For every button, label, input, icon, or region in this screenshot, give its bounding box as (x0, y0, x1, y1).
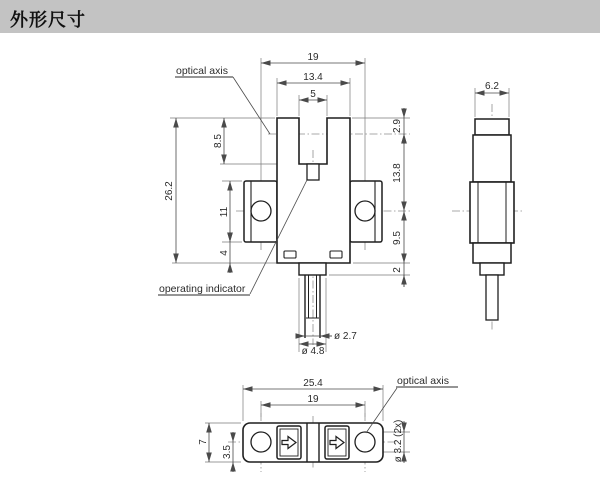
front-cable-bushing (299, 263, 326, 275)
front-view (158, 52, 410, 357)
dim-overall-height: 26.2 (164, 181, 175, 201)
bottom-body-outline (243, 423, 383, 462)
dim-fork-width: 13.4 (303, 72, 323, 83)
dim-hole-dia: ø 3.2 (2x) (393, 419, 404, 463)
dim-axis-offset: 3.5 (222, 445, 233, 459)
side-cable (486, 275, 498, 320)
dim-ear-to-bottom: 4 (219, 250, 230, 256)
side-view (452, 81, 524, 330)
dim-top-to-axis: 2.9 (392, 119, 403, 133)
dim-cable-dia: ø 2.7 (334, 331, 357, 342)
side-extension-lines (475, 88, 509, 117)
dim-overall-width: 19 (307, 52, 319, 63)
operating-indicator-window (307, 164, 319, 180)
dim-ear-height: 11 (219, 206, 230, 218)
optical-axis-label: optical axis (176, 65, 228, 77)
side-upper-body (473, 135, 511, 182)
operating-indicator-label: operating indicator (159, 283, 246, 295)
front-body-outline (277, 118, 350, 263)
dim-depth: 7 (198, 439, 209, 445)
side-cable-bushing (480, 263, 504, 275)
side-ear-section (470, 182, 514, 243)
dim-hole-spacing: 19 (307, 394, 319, 405)
dim-axis-to-hole: 13.8 (392, 163, 403, 183)
front-cable (305, 275, 320, 338)
dim-hole-to-bottom: 9.5 (392, 231, 403, 245)
side-top-cap (475, 119, 509, 135)
section-title: 外形尺寸 (10, 10, 86, 30)
dim-step-height: 2 (392, 267, 403, 273)
dim-overall-length: 25.4 (303, 378, 323, 389)
bottom-view (198, 375, 458, 472)
bottom-emitter-face (277, 426, 301, 459)
dim-bushing-dia: ø 4.8 (301, 346, 325, 357)
side-lower-body (473, 243, 511, 263)
optical-axis-leader (233, 77, 270, 134)
bottom-receiver-face (325, 426, 349, 459)
front-left-ear (244, 181, 277, 242)
dim-side-width: 6.2 (485, 81, 499, 92)
optical-axis-label-bottom: optical axis (397, 375, 449, 387)
dim-slot-depth: 8.5 (213, 134, 224, 148)
dim-slot-width: 5 (310, 89, 316, 100)
